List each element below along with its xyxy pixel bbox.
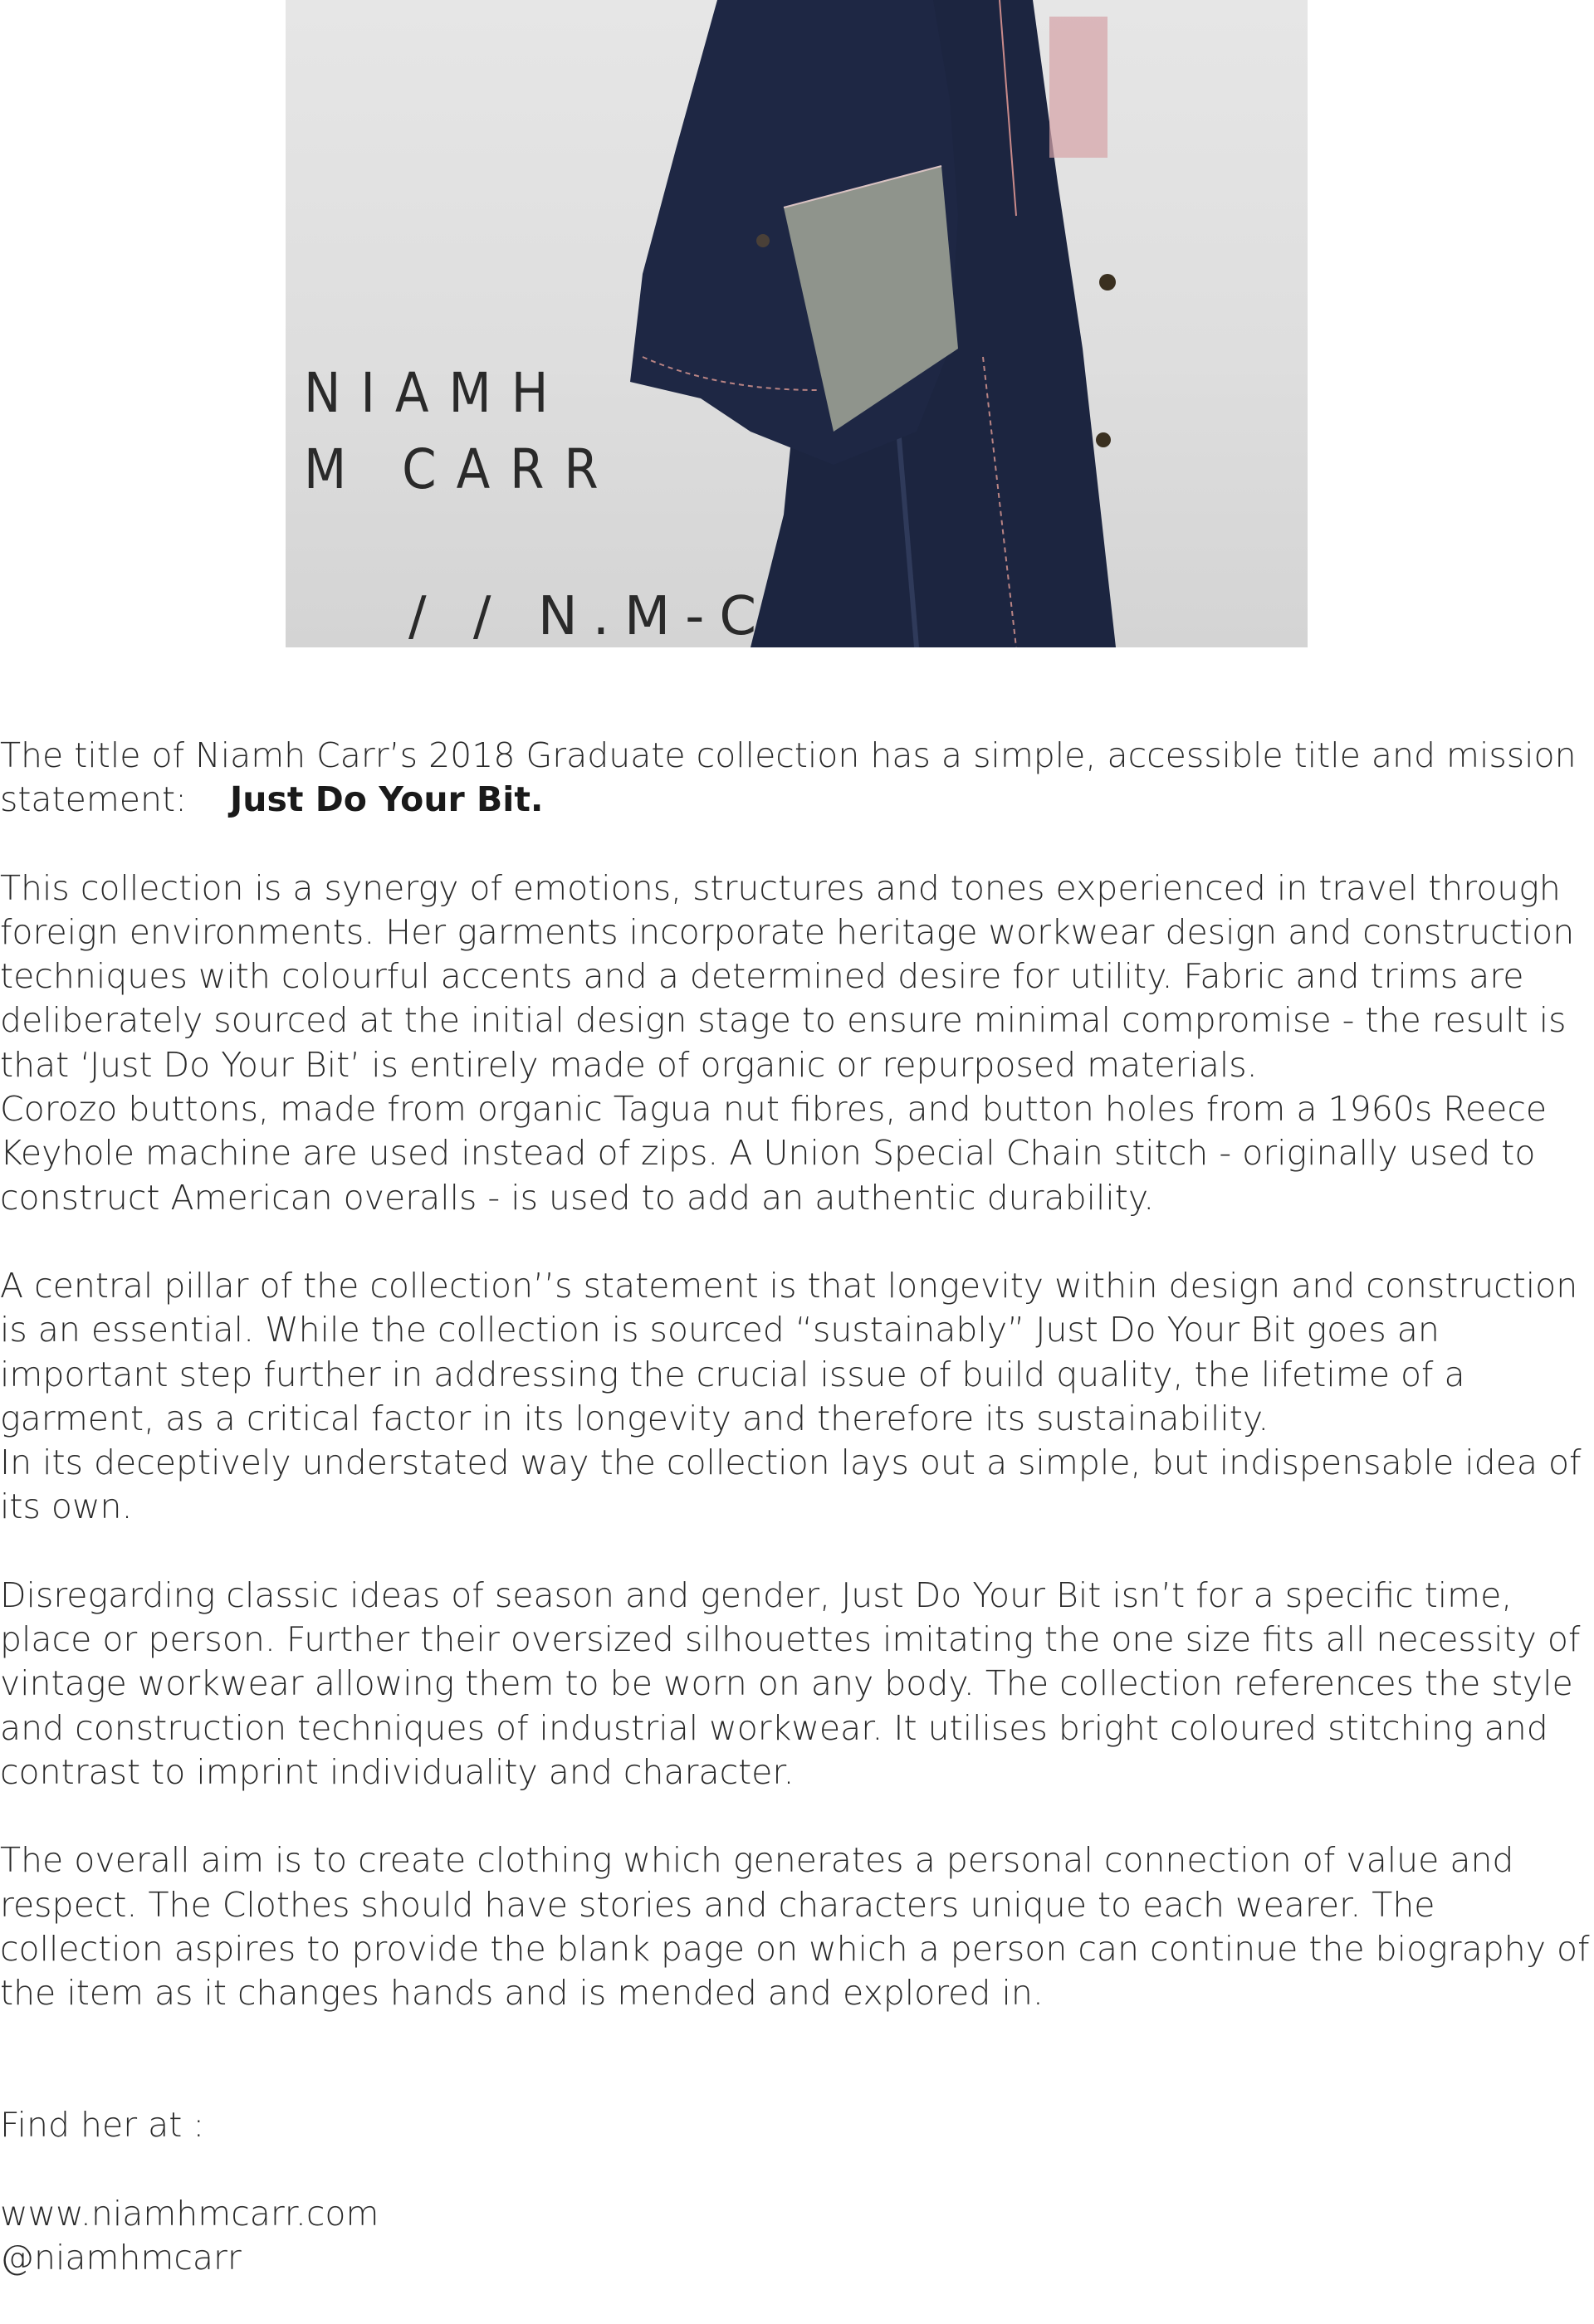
paragraph-2-group — [0, 867, 1594, 1220]
brand-name — [304, 355, 619, 508]
intro-paragraph — [0, 734, 1594, 823]
brand-line-2: M CARR — [304, 437, 619, 501]
social-handle-link[interactable]: @niamhmcarr — [0, 2238, 242, 2278]
article-body — [0, 734, 1594, 2280]
paragraph-5: The overall aim is to create clothing which generates a personal connection of value and respect. The Clothes should have stories and characters unique to each wearer. The collection aspires to provide the blank page on which a person can continue the biography of the item as it changes hands and is mended and explored in. — [0, 1840, 1590, 2014]
intro-text: The title of Niamh Carr’s 2018 Graduate collection has a simple, accessible title and mission statement: — [0, 735, 1577, 820]
brand-line-1: NIAMH — [304, 361, 569, 425]
denim-outfit-illustration — [286, 0, 1308, 647]
paragraph-4: Disregarding classic ideas of season and gender, Just Do Your Bit isn’t for a specific time, place or person. Further their oversized silhouettes imitating the one size fits all necessity of vintage workwear allowing them to be worn on any body. The collection references the style and construction techniques of industrial workwear. It utilises bright coloured stitching and contrast to imprint individuality and character. — [0, 1575, 1581, 1792]
paragraph-2: This collection is a synergy of emotions, structures and tones experienced in travel through foreign environments. Her garments incorporate heritage workwear design and construction techniques with colourful accents and a determined desire for utility. Fabric and trims are deliberately sourced at the initial design stage to ensure minimal compromise - the result is that ‘Just Do Your Bit’ is entirely made of organic or repurposed materials. — [0, 867, 1575, 1085]
paragraph-3-group — [0, 1264, 1594, 1530]
intro-bold-title: Just Do Your Bit. — [230, 779, 544, 820]
contact-section — [0, 2103, 1594, 2280]
hero-photo — [286, 0, 1308, 647]
paragraph-2b: Corozo buttons, made from organic Tagua nut fibres, and button holes from a 1960s Reece Keyhole machine are used instead of zips. A Union Special Chain stitch - originally used to construct American overalls - is used to add an authentic durability. — [0, 1089, 1548, 1218]
paragraph-3b: In its deceptively understated way the collection lays out a simple, but indispensable idea of its own. — [0, 1443, 1582, 1527]
website-link[interactable]: www.niamhmcarr.com — [0, 2193, 379, 2234]
paragraph-3: A central pillar of the collection’’s statement is that longevity within design and construction is an essential. While the collection is sourced “sustainably” Just Do Your Bit goes an important step further in addressing the crucial issue of build quality, the lifetime of a garment, as a critical factor in its longevity and therefore its sustainability. — [0, 1265, 1578, 1438]
find-her-label: Find her at : — [0, 2105, 205, 2146]
brand-tagline: / / N.M-C — [408, 586, 772, 647]
